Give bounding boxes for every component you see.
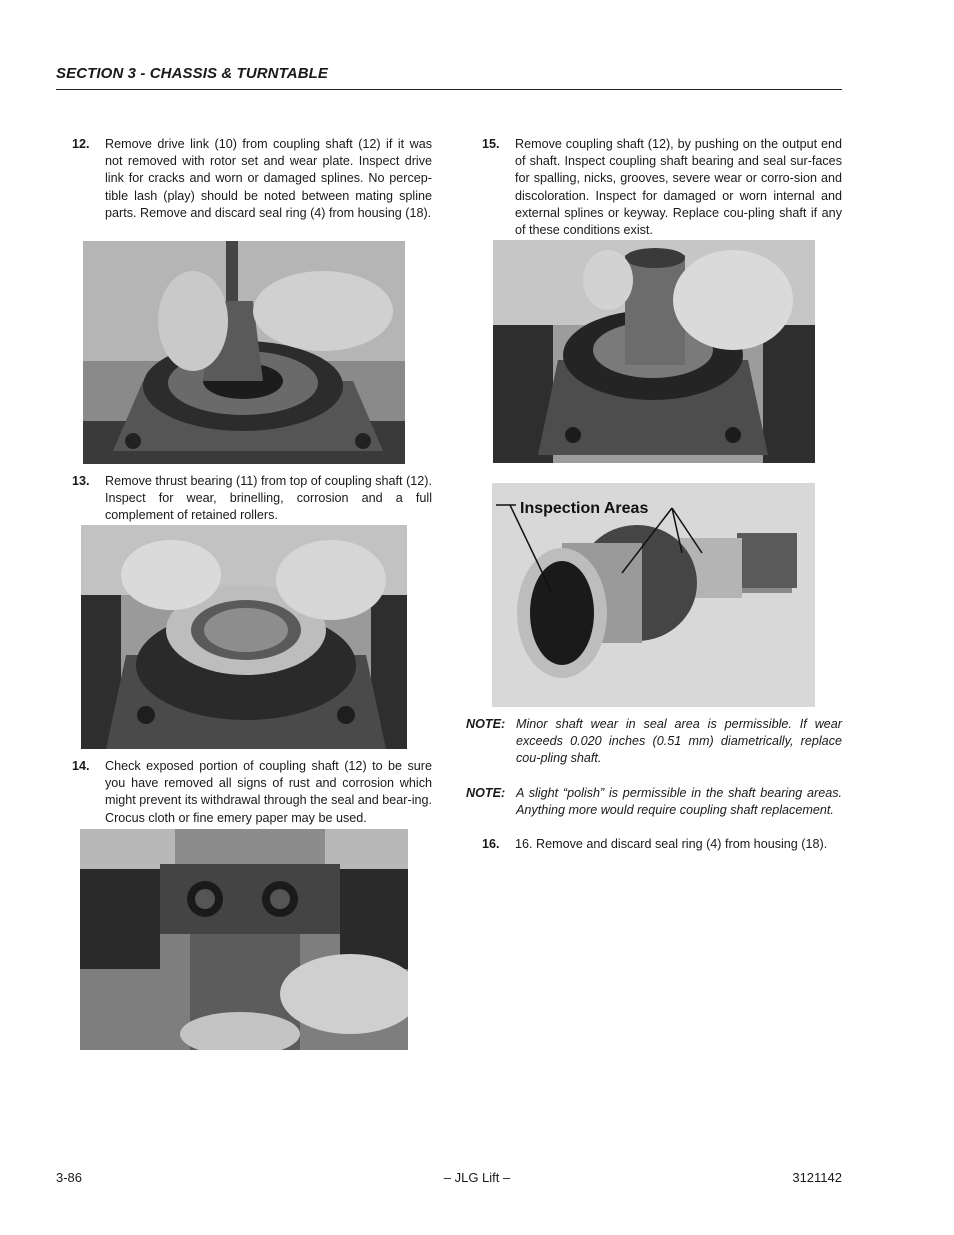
step-number: 13. — [72, 474, 90, 488]
photo-coupling-shaft-removal — [493, 240, 815, 463]
step-13 — [72, 473, 432, 525]
inspection-areas-label: Inspection Areas — [520, 500, 649, 517]
step-text: Remove coupling shaft (12), by pushing on the output end of shaft. Inspect coupling shaft bearing and seal sur-faces for spalling, nicks, grooves, severe wear or corro-sion and discoloration. Inspect for damaged or worn internal and external splines or keyway. Replace cou-pling shaft if any of these conditions exist. — [515, 137, 842, 238]
document-number: 3121142 — [792, 1170, 842, 1185]
section-title: SECTION 3 - CHASSIS & TURNTABLE — [56, 65, 329, 82]
photo-shaft-cleaning — [80, 829, 408, 1050]
step-text: Remove thrust bearing (11) from top of coupling shaft (12). Inspect for wear, brinelling, corrosion and a full complement of retained rollers. — [105, 474, 432, 523]
note-label: NOTE: — [466, 786, 506, 800]
note-label: NOTE: — [466, 717, 506, 731]
photo-drive-link-removal — [83, 241, 405, 464]
header-divider — [56, 89, 842, 90]
page-number: 3-86 — [56, 1170, 83, 1185]
step-15 — [482, 136, 842, 240]
step-number: 15. — [482, 137, 500, 151]
note-text: A slight “polish” is permissible in the shaft bearing areas. Anything more would require coupling shaft replacement. — [516, 786, 842, 818]
step-14 — [72, 758, 432, 828]
photo-thrust-bearing — [81, 525, 407, 749]
step-number: 12. — [72, 137, 90, 151]
step-16 — [482, 836, 842, 854]
photo-inspection-areas — [492, 483, 815, 707]
footer-center-text: – JLG Lift – — [443, 1170, 511, 1185]
step-text: Check exposed portion of coupling shaft (12) to be sure you have removed all signs of rust and corrosion which might prevent its withdrawal through the seal and bear-ing. Crocus cloth or fine emery paper may be used. — [105, 759, 432, 825]
note-polish — [466, 785, 842, 821]
step-text: 16. Remove and discard seal ring (4) from housing (18). — [515, 837, 828, 851]
step-number: 14. — [72, 759, 90, 773]
step-number: 16. — [482, 837, 500, 851]
note-shaft-wear — [466, 716, 842, 768]
step-text: Remove drive link (10) from coupling shaft (12) if it was not removed with rotor set and wear plate. Inspect drive link for cracks and worn or damaged splines. No percep-tible lash (play) should be noted between mating spline parts. Remove and discard seal ring (4) from housing (18). — [105, 137, 432, 220]
note-text: Minor shaft wear in seal area is permissible. If wear exceeds 0.020 inches (0.51 mm) diametrically, replace cou-pling shaft. — [516, 717, 842, 766]
step-12 — [72, 136, 432, 240]
